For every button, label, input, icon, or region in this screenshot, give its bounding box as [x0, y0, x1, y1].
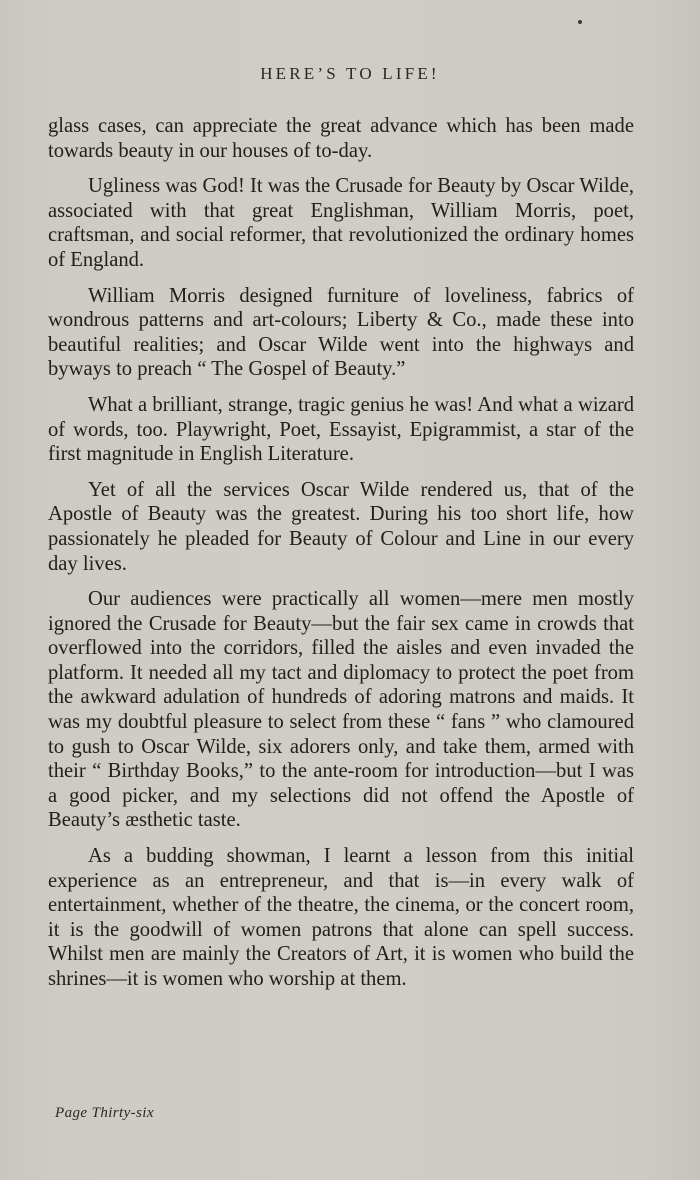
paragraph-6: Our audiences were practically all women—mere men mostly ignored the Crusade for Beauty—but the fair sex came in crowds that overflowed into the corridors, filled the aisles and even invaded the platform. It needed all my tact and diplomacy to protect the poet from the awkward adulation of hundreds of adoring matrons and maids. It was my doubtful pleasure to select from these “ fans ” who clamoured to gush to Oscar Wilde, six adorers only, and take them, armed with their “ Birthday Books,” to the ante-room for introduction—but I was a good picker, and my selections did not offend the Apostle of Beauty’s æsthetic taste.: [48, 588, 634, 832]
paragraph-1: glass cases, can appreciate the great advance which has been made towards beauty in our houses of to-day.: [48, 115, 634, 162]
ink-speck: [578, 20, 582, 24]
body-text: [48, 114, 634, 1003]
paragraph-4: What a brilliant, strange, tragic genius he was! And what a wizard of words, too. Playwright, Poet, Essayist, Epigrammist, a star of the first magnitude in English Literature.: [48, 393, 634, 466]
page-number: Page Thirty-six: [55, 1105, 154, 1121]
paragraph-5: Yet of all the services Oscar Wilde rendered us, that of the Apostle of Beauty was the greatest. During his too short life, how passionately he pleaded for Beauty of Colour and Line in our every day lives.: [48, 478, 634, 575]
running-head: HERE’S TO LIFE!: [260, 64, 440, 83]
paragraph-2: Ugliness was God! It was the Crusade for Beauty by Oscar Wilde, associated with that great Englishman, William Morris, poet, craftsman, and social reformer, that revolutionized the ordinary homes of England.: [48, 175, 634, 271]
paragraph-7: As a budding showman, I learnt a lesson from this initial experience as an entrepreneur, and that is—in every walk of entertainment, whether of the theatre, the cinema, or the concert room, it is the goodwill of women patrons that alone can spell success. Whilst men are mainly the Creators of Art, it is women who build the shrines—it is women who worship at them.: [48, 845, 634, 990]
paragraph-3: William Morris designed furniture of loveliness, fabrics of wondrous patterns and art-colours; Liberty & Co., made these into beautiful realities; and Oscar Wilde went into the highways and byways to preach “ The Gospel of Beauty.”: [48, 284, 634, 381]
